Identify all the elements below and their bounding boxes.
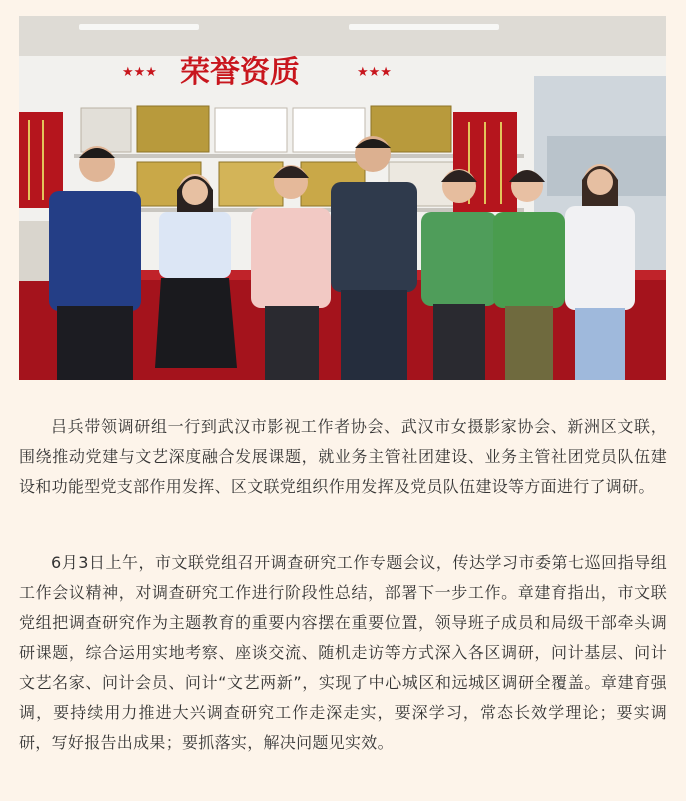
group-photo	[19, 16, 666, 380]
article-paragraph: 6月3日上午，市文联党组召开调查研究工作专题会议，传达学习市委第七巡回指导组工作会议精神，对调查研究工作进行阶段性总结，部署下一步工作。章建育指出，市文联党组把调查研究作为主题教育的重要内容摆在重要位置，领导班子成员和局级干部牵头调研课题，综合运用实地考察、座谈交流、随机走访等方式深入各区调研，问计基层、问计文艺名家、问计会员、问计“文艺两新”，实现了中心城区和远城区调研全覆盖。章建育强调，要持续用力推进大兴调查研究工作走深走实，要深学习，常态长效学理论；要实调研，写好报告出成果；要抓落实，解决问题见实效。	[19, 553, 667, 752]
banner-title: 荣誉资质	[180, 55, 300, 90]
plaque	[293, 108, 365, 152]
banner-stars-right: ★★★	[357, 65, 392, 80]
article-paragraph: 吕兵带领调研组一行到武汉市影视工作者协会、武汉市女摄影家协会、新洲区文联，围绕推动党建与文艺深度融合发展课题，就业务主管社团建设、业务主管社团党员队伍建设和功能型党支部作用发挥、区文联党组织作用发挥及党员队伍建设等方面进行了调研。	[19, 417, 667, 496]
banner-stars-left: ★★★	[122, 65, 157, 80]
plaque	[219, 162, 283, 206]
ceiling	[19, 16, 666, 56]
plaque	[215, 108, 287, 152]
plaque	[137, 106, 209, 152]
